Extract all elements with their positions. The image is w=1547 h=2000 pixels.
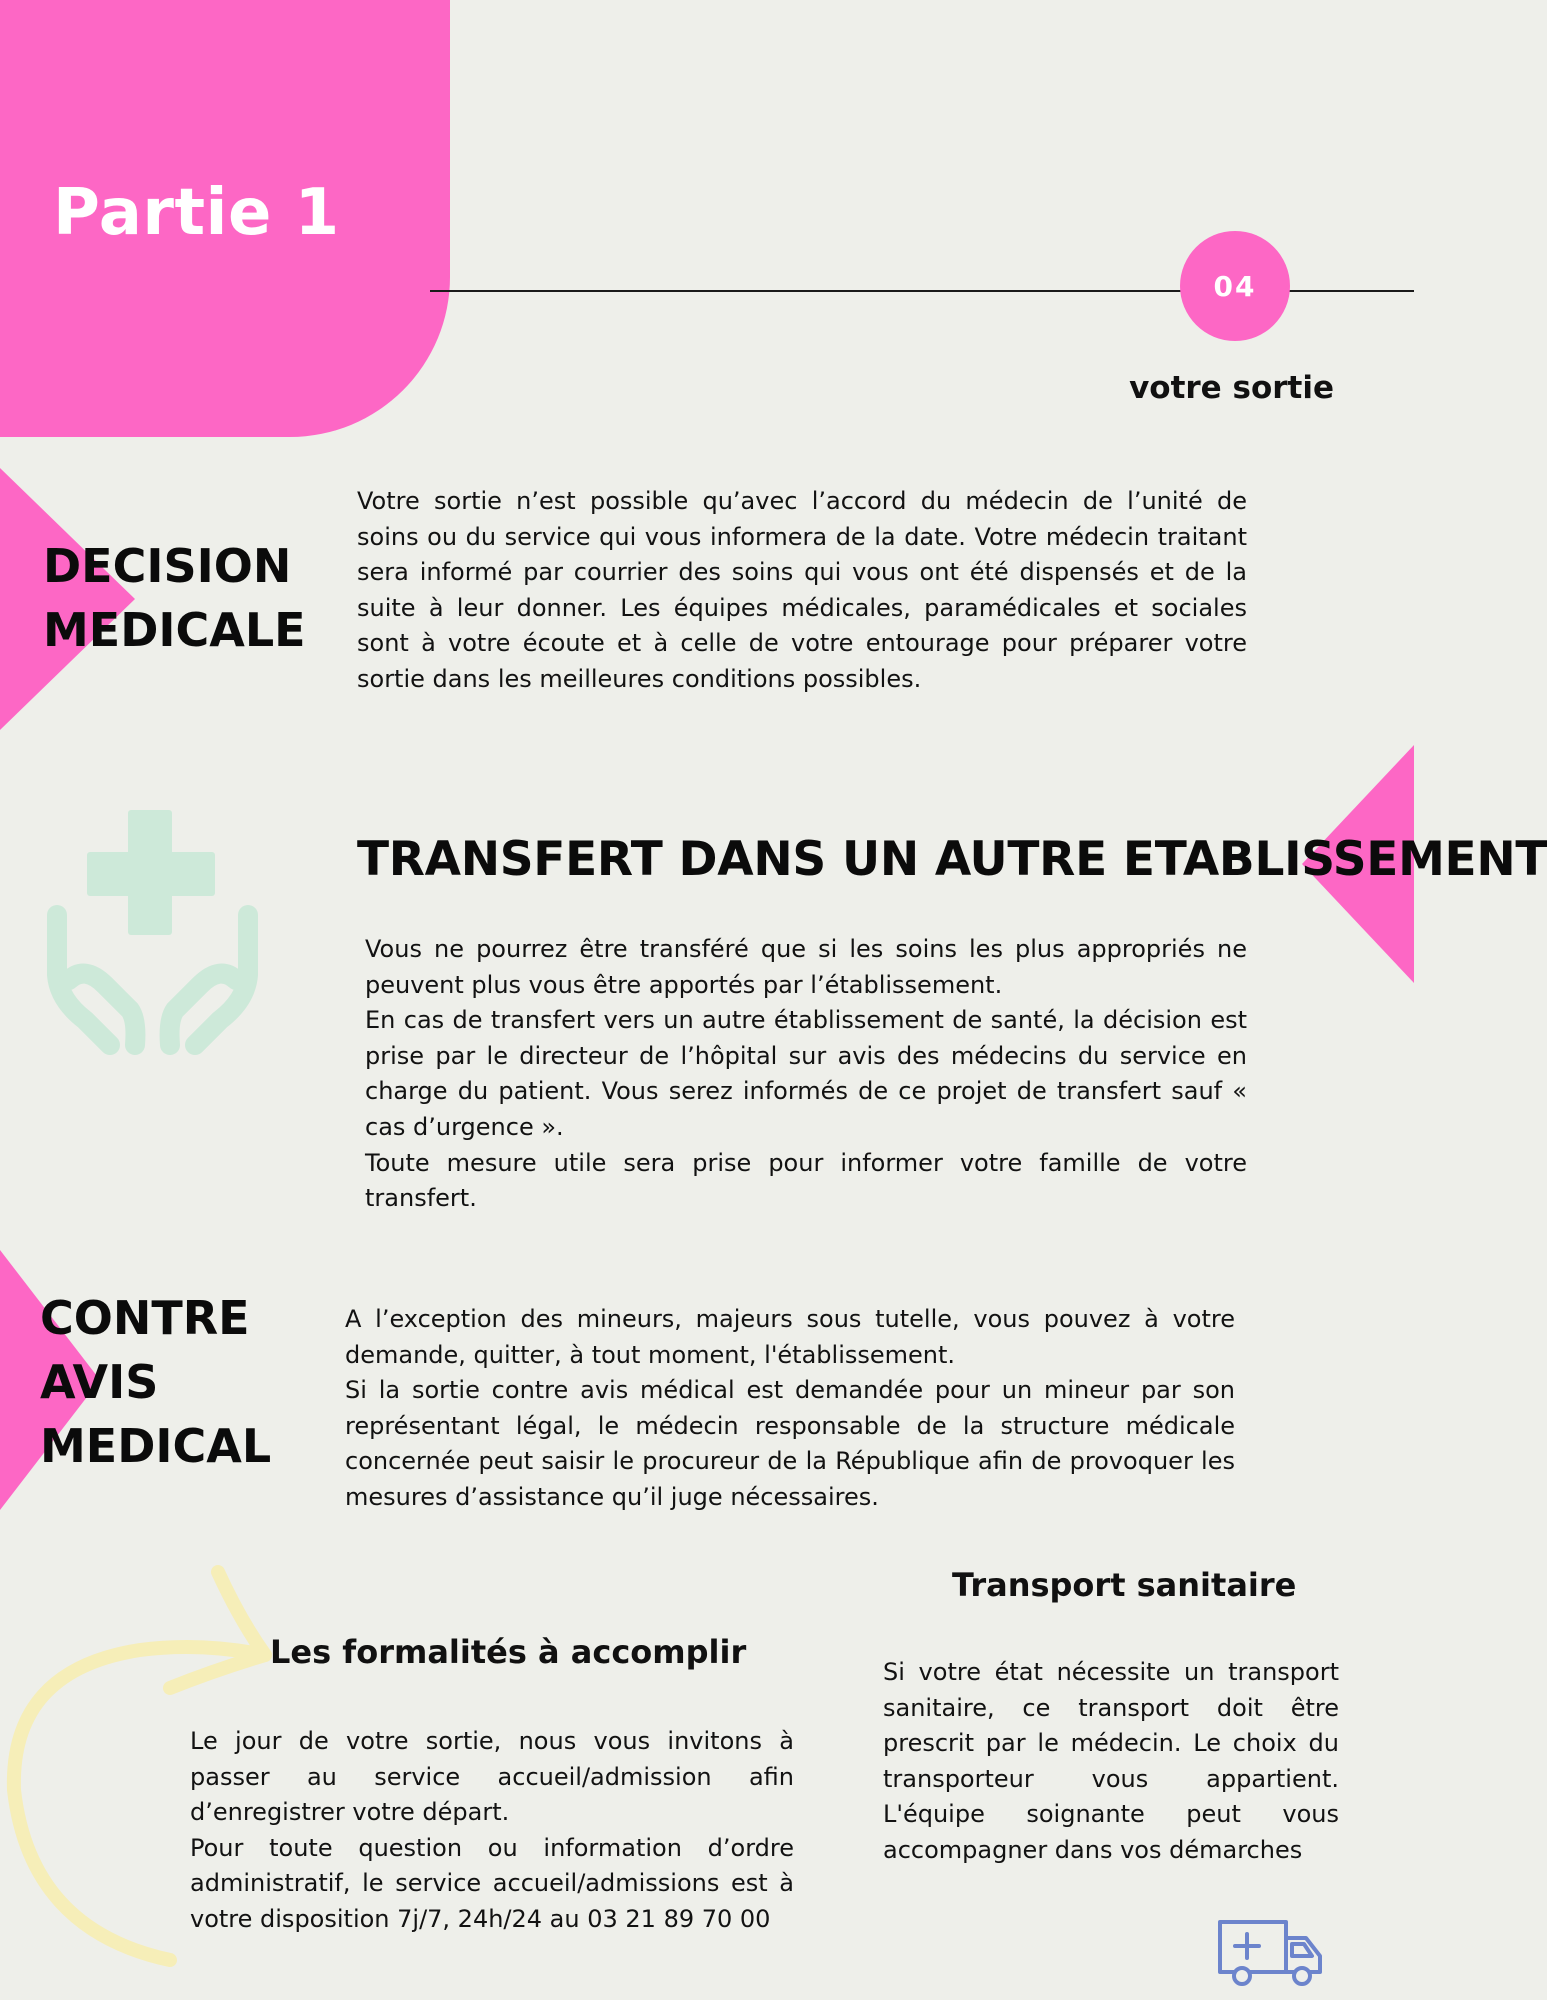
contre-avis-heading-line: MEDICAL	[40, 1419, 272, 1473]
hands-medical-cross-icon	[45, 805, 260, 1060]
contre-avis-paragraph: A l’exception des mineurs, majeurs sous tutelle, vous pouvez à votre demande, quitter, à tout moment, l'établissement.	[345, 1305, 1235, 1369]
contre-avis-paragraph: Si la sortie contre avis médical est demandée pour un mineur par son représentant légal, le médecin responsable de la structure médicale concernée peut saisir le procureur de la République afin de provoquer les mesures d’assistance qu’il juge nécessaires.	[345, 1376, 1235, 1511]
transfert-paragraph: En cas de transfert vers un autre établissement de santé, la décision est prise par le directeur de l’hôpital sur avis des médecins du service en charge du patient. Vous serez informés de ce projet de transfert sauf « cas d’urgence ».	[365, 1006, 1247, 1141]
transport-paragraph: Si votre état nécessite un transport sanitaire, ce transport doit être prescrit par le médecin. Le choix du transporteur vous appartient. L'équipe soignante peut vous accompagner dans vos démarches	[883, 1658, 1339, 1864]
formalites-paragraph: Pour toute question ou information d’ordre administratif, le service accueil/admissions est à votre disposition 7j/7, 24h/24 au 03 21 89 70 00	[190, 1833, 794, 1933]
transport-heading: Transport sanitaire	[952, 1566, 1297, 1604]
decision-heading-line: DECISION	[43, 539, 292, 593]
page-number-badge: 04	[1180, 231, 1290, 341]
formalites-heading: Les formalités à accomplir	[270, 1633, 747, 1671]
page-subtitle: votre sortie	[1129, 370, 1334, 406]
contre-avis-heading-line: CONTRE	[40, 1291, 250, 1345]
formalites-text	[190, 1724, 794, 1938]
decision-text	[357, 484, 1247, 698]
transfert-paragraph: Toute mesure utile sera prise pour informer votre famille de votre transfert.	[365, 1148, 1247, 1213]
ambulance-icon	[1216, 1916, 1326, 1988]
transport-text	[883, 1655, 1339, 1869]
contre-avis-text	[345, 1302, 1235, 1516]
contre-avis-heading	[40, 1286, 340, 1478]
transfert-paragraph: Vous ne pourrez être transféré que si les soins les plus appropriés ne peuvent plus vous être apportés par l’établissement.	[365, 935, 1247, 999]
transfert-text	[365, 932, 1247, 1217]
decision-heading	[43, 534, 343, 662]
contre-avis-heading-line: AVIS	[40, 1355, 159, 1409]
formalites-paragraph: Le jour de votre sortie, nous vous invitons à passer au service accueil/admission afin d’enregistrer votre départ.	[190, 1727, 794, 1827]
decision-paragraph: Votre sortie n’est possible qu’avec l’accord du médecin de l’unité de soins ou du service qui vous informera de la date. Votre médecin traitant sera informé par courrier des soins qui vous ont été dispensés et de la suite à leur donner. Les équipes médicales, paramédicales et sociales sont à votre écoute et à celle de votre entourage pour préparer votre sortie dans les meilleures conditions possibles.	[357, 487, 1247, 693]
part-title: Partie 1	[53, 176, 340, 250]
decision-heading-line: MEDICALE	[43, 603, 306, 657]
transfert-heading: TRANSFERT DANS UN AUTRE ETABLISSEMENT	[357, 832, 1547, 887]
